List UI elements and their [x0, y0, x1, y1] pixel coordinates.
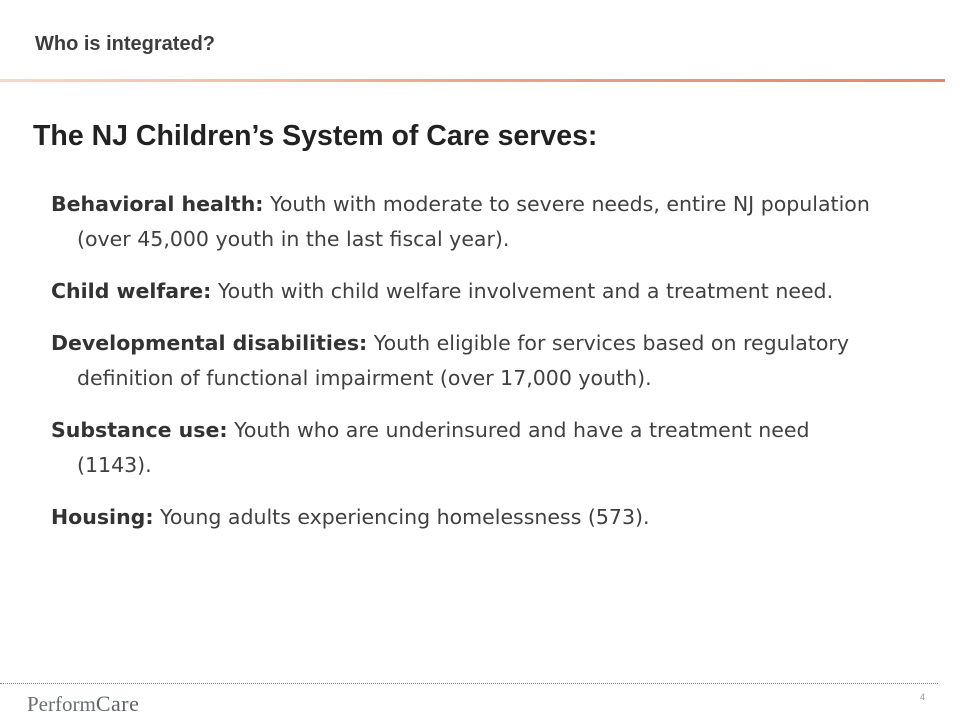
- item-text: Youth with moderate to severe needs, entire NJ population (over 45,000 youth in the last fiscal year).: [77, 192, 870, 251]
- service-list: [51, 187, 881, 552]
- item-text: Youth with child welfare involvement and a treatment need.: [211, 279, 834, 303]
- item-term: Behavioral health:: [51, 192, 264, 216]
- item-term: Substance use:: [51, 418, 228, 442]
- slide-title: Who is integrated?: [35, 33, 215, 55]
- list-item-child-welfare: [51, 274, 881, 309]
- footer-divider: [0, 683, 938, 684]
- logo-primary-text: Perform: [27, 692, 96, 716]
- item-text: Youth eligible for services based on regulatory definition of functional impairment (over 17,000 youth).: [77, 331, 849, 390]
- page-number: 4: [920, 692, 926, 702]
- item-term: Housing:: [51, 505, 154, 529]
- list-item-behavioral-health: [51, 187, 881, 257]
- performcare-logo: [27, 691, 139, 717]
- item-text: Young adults experiencing homelessness (573).: [153, 505, 650, 529]
- item-term: Child welfare:: [51, 279, 212, 303]
- logo-secondary-text: Care: [95, 691, 140, 716]
- slide-header: [0, 0, 960, 82]
- list-item-housing: [51, 500, 881, 535]
- header-divider: [0, 79, 945, 82]
- item-text: Youth who are underinsured and have a treatment need (1143).: [77, 418, 810, 477]
- list-item-developmental-disabilities: [51, 326, 881, 396]
- item-term: Developmental disabilities:: [51, 331, 368, 355]
- list-item-substance-use: [51, 413, 881, 483]
- main-heading: The NJ Children’s System of Care serves:: [33, 120, 598, 152]
